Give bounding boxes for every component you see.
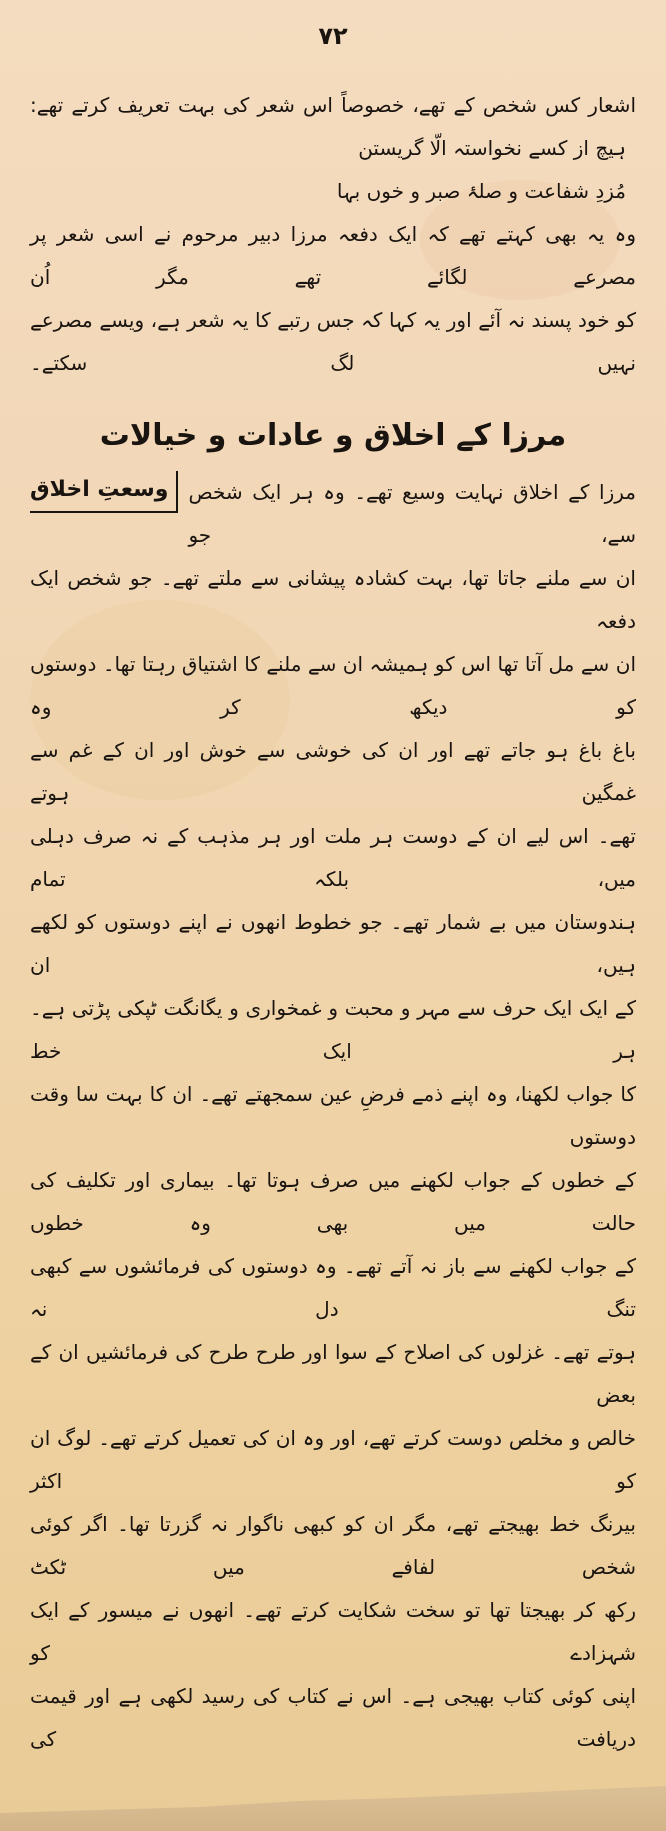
text-line: بیرنگ خط بھیجتے تھے، مگر ان کو کبھی ناگوار نہ گزرتا تھا۔ اگر کوئی شخص لفافے میں ٹکٹ <box>30 1512 636 1579</box>
text-line: کے جواب لکھنے سے باز نہ آتے تھے۔ وہ دوستوں کی فرمائشوں سے کبھی تنگ دل نہ <box>30 1254 636 1321</box>
text-line: رکھ کر بھیجتا تھا تو سخت شکایت کرتے تھے۔ انھوں نے میسور کے ایک شہزادے کو <box>30 1598 636 1665</box>
text-line: اپنی کوئی کتاب بھیجی ہے۔ اس نے کتاب کی رسید لکھی ہے اور قیمت دریافت کی <box>30 1684 636 1751</box>
verse-couplet <box>30 127 636 213</box>
side-heading: وسعتِ اخلاق <box>30 471 178 513</box>
text-line: ان سے ملنے جاتا تھا، بہت کشادہ پیشانی سے ملتے تھے۔ جو شخص ایک دفعہ <box>30 566 636 633</box>
text-line: مرزا کے اخلاق نہایت وسیع تھے۔ وہ ہر ایک شخص سے، جو <box>188 480 636 547</box>
first-paragraph-row <box>30 471 636 557</box>
text-line: اشعار کس شخص کے تھے، خصوصاً اس شعر کی بہت تعریف کرتے تھے: <box>30 93 636 117</box>
body-text <box>30 557 636 1761</box>
text-line: خالص و مخلص دوست کرتے تھے، اور وہ ان کی تعمیل کرتے تھے۔ لوگ ان کو اکثر <box>30 1426 636 1493</box>
section-heading: مرزا کے اخلاق و عادات و خیالات <box>99 418 567 453</box>
text-line: کے خطوں کے جواب لکھنے میں صرف ہوتا تھا۔ بیماری اور تکلیف کی حالت میں بھی وہ خطوں <box>30 1168 636 1235</box>
verse-second-hemistich: مُزدِ شفاعت و صلۂ صبر و خوں بہا <box>336 179 626 203</box>
verse-first-hemistich: ہیچ از کسے نخواستہ الّا گریستن <box>358 136 626 160</box>
text-line: ہوتے تھے۔ غزلوں کی اصلاح کے سوا اور طرح طرح کی فرمائشیں ان کے بعض <box>30 1340 636 1407</box>
text-line: کا جواب لکھنا، وہ اپنے ذمے فرضِ عین سمجھتے تھے۔ ان کا بہت سا وقت دوستوں <box>30 1082 636 1149</box>
text-line: باغ باغ ہو جاتے تھے اور ان کی خوشی سے خوش اور ان کے غم سے غمگین ہوتے <box>30 738 636 805</box>
page-number: ۷۲ <box>318 22 348 50</box>
text-line: کے ایک ایک حرف سے مہر و محبت و غمخواری و یگانگت ٹپکی پڑتی ہے۔ ہر ایک خط <box>30 996 636 1063</box>
text-line: تھے۔ اس لیے ان کے دوست ہر ملت اور ہر مذہب کے نہ صرف دہلی میں، بلکہ تمام <box>30 824 636 891</box>
text-line: ان سے مل آتا تھا اس کو ہمیشہ ان سے ملنے کا اشتیاق رہتا تھا۔ دوستوں کو دیکھ کر وہ <box>30 652 636 719</box>
text-line: وہ یہ بھی کہتے تھے کہ ایک دفعہ مرزا دبیر مرحوم نے اسی شعر پر مصرعے لگائے تھے مگر اُن <box>30 222 636 289</box>
text-line: ہندوستان میں بے شمار تھے۔ جو خطوط انھوں نے اپنے دوستوں کو لکھے ہیں، ان <box>30 910 636 977</box>
text-line: کو خود پسند نہ آئے اور یہ کہا کہ جس رتبے کا یہ شعر ہے، ویسے مصرعے نہیں لگ سکتے۔ <box>30 308 636 375</box>
